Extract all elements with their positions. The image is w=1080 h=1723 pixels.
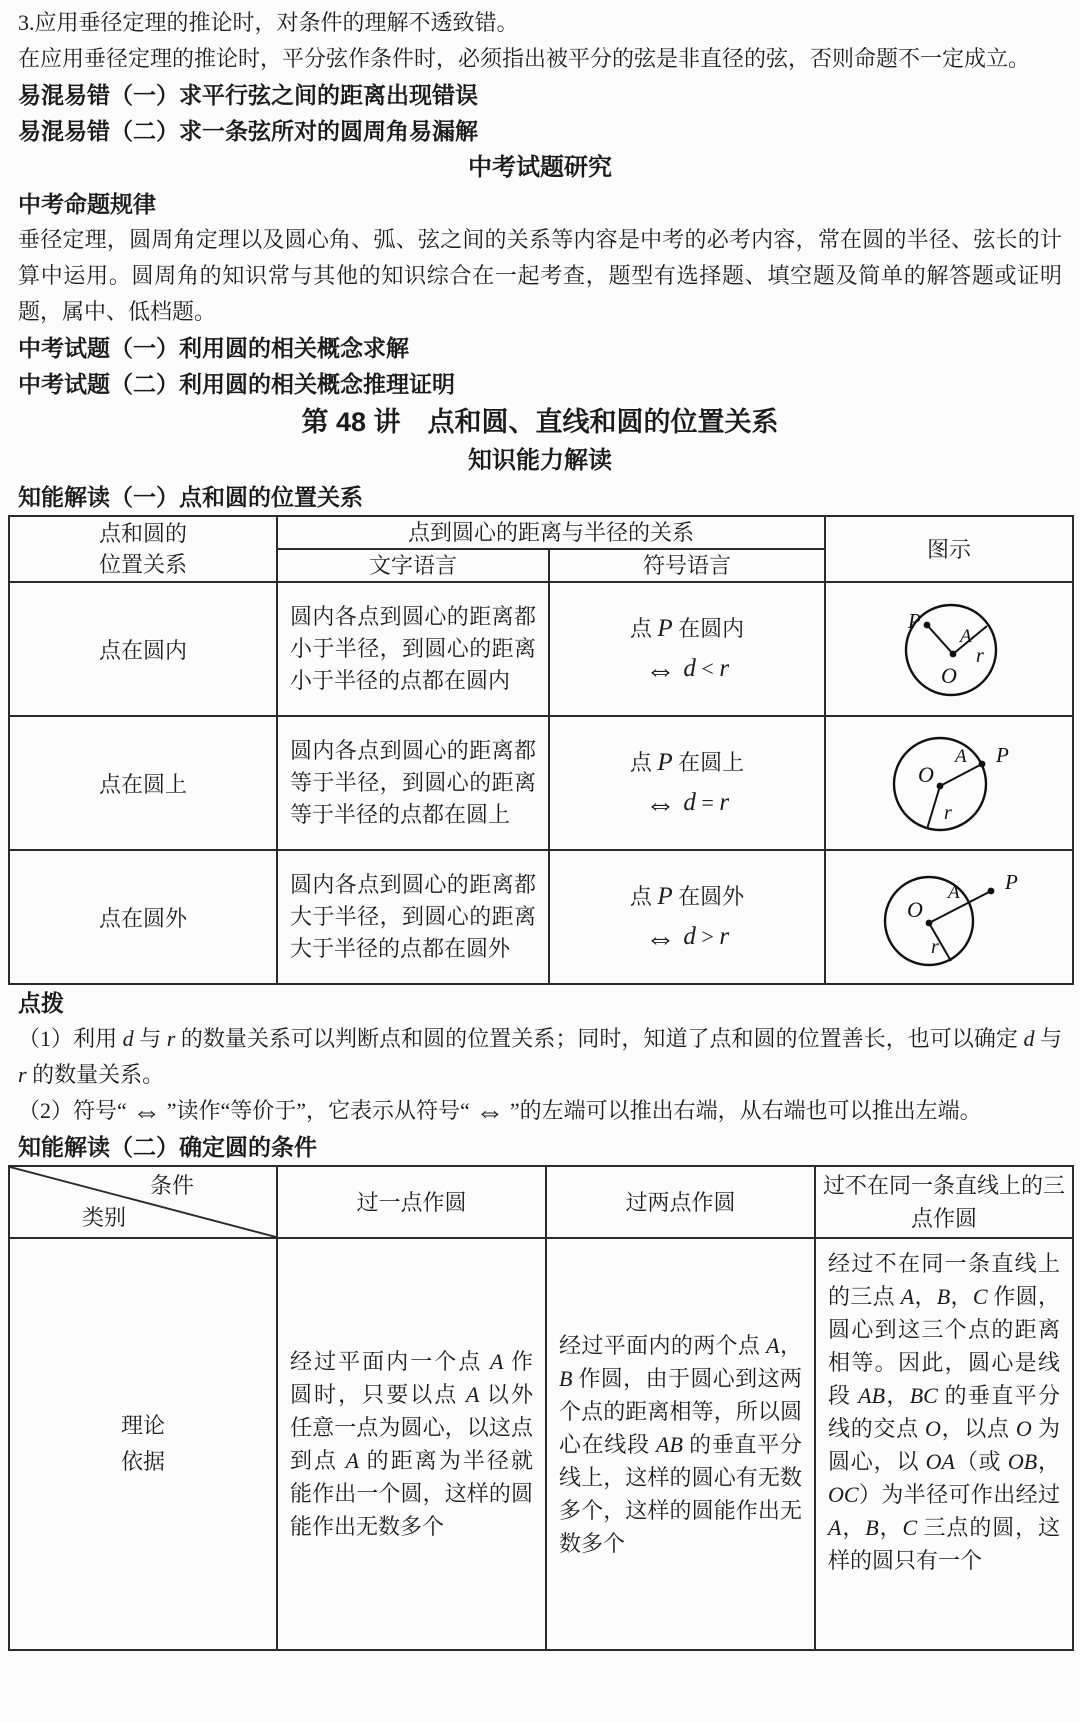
- label-P: P: [908, 609, 921, 633]
- label-r: r: [976, 645, 984, 667]
- text-segment: A: [465, 1382, 480, 1407]
- symbol-line: [551, 877, 823, 917]
- table1-header-position: [9, 516, 277, 582]
- circle-diagram-point-outside: [853, 853, 1045, 981]
- table2-header-two-points: 过两点作圆: [546, 1166, 815, 1238]
- text-segment: A: [900, 1284, 915, 1309]
- text-segment: B: [559, 1365, 573, 1391]
- table1-header-diagram: 图示: [825, 516, 1073, 582]
- theory-two-points-cell: [546, 1238, 815, 1650]
- corner-label-condition: 条件: [150, 1173, 195, 1198]
- text-segment: d: [122, 1026, 134, 1051]
- point-P-dot: [979, 761, 986, 768]
- paragraph-tip-2: [18, 1093, 1062, 1129]
- text-segment: AB: [656, 1431, 683, 1457]
- label-O: O: [918, 762, 934, 787]
- text-segment: 的垂直平分线上，这样的圆心有无数多个，这样的圆能作出无数多个: [559, 1431, 802, 1556]
- symbol-language-cell: [549, 716, 825, 850]
- text-segment: 点: [629, 884, 658, 909]
- symbol-line: [551, 609, 823, 649]
- text-segment: d: [683, 655, 696, 682]
- text-segment: 在圆内: [672, 616, 745, 641]
- table1-header-text-language: 文字语言: [277, 549, 549, 582]
- section-title-exam-research: 中考试题研究: [468, 154, 612, 181]
- text-segment: ⇔: [644, 920, 676, 955]
- text-segment: r: [719, 789, 730, 816]
- text-segment: ⇔: [475, 1096, 505, 1128]
- text-segment: d: [1023, 1026, 1035, 1051]
- label-r: r: [931, 936, 939, 958]
- text-segment: A: [345, 1448, 360, 1473]
- symbol-language-cell: [549, 850, 825, 984]
- text-segment: BC: [909, 1383, 938, 1408]
- symbol-line: [551, 917, 823, 957]
- label-P: P: [1005, 870, 1018, 894]
- text-segment: C: [902, 1515, 918, 1540]
- text-segment: r: [719, 923, 730, 950]
- heading-exam-rules: 中考命题规律: [18, 191, 156, 217]
- text-segment: 与: [133, 1026, 167, 1051]
- text-segment: 与: [1034, 1026, 1062, 1051]
- text-segment: B: [865, 1515, 879, 1540]
- text-segment: OA: [925, 1449, 955, 1474]
- text-segment: ⇔: [644, 786, 676, 821]
- determine-circle-table: [8, 1165, 1074, 1651]
- label-O: O: [907, 897, 923, 922]
- text-segment: ⇔: [132, 1096, 162, 1128]
- point-P-dot: [924, 622, 931, 629]
- heading-knowledge-1: 知能解读（一）点和圆的位置关系: [18, 484, 363, 510]
- segment-O-P: [940, 764, 982, 786]
- text-segment: ，: [841, 1515, 866, 1540]
- text-segment: 经过平面内的两个点: [559, 1332, 767, 1358]
- paragraph-note-3-detail: 在应用垂径定理的推论时，平分弦作条件时，必须指出被平分的弦是非直径的弦，否则命题不一定成立。: [18, 46, 1031, 71]
- text-segment: （2）符号“: [18, 1098, 133, 1123]
- text-segment: 作圆，由于圆心到这两个点的距离相等，所以圆心在线段: [559, 1365, 802, 1457]
- symbol-line: [551, 649, 823, 689]
- text-segment: O: [1015, 1416, 1032, 1441]
- table2-header-one-point: 过一点作圆: [277, 1166, 546, 1238]
- text-segment: （或: [954, 1449, 1008, 1474]
- text-segment: A: [489, 1349, 504, 1374]
- table1-header-distance-relation: 点到圆心的距离与半径的关系: [277, 516, 825, 549]
- symbol-line: [551, 783, 823, 823]
- theory-one-point-cell: [277, 1238, 546, 1650]
- table2-header-row: [9, 1166, 1073, 1238]
- label-O: O: [941, 663, 957, 688]
- text-segment: d: [683, 923, 696, 950]
- text-segment: OC: [828, 1482, 859, 1507]
- center-dot: [926, 920, 933, 927]
- text-segment: ”读作“等价于”，它表示从符号“: [161, 1098, 476, 1123]
- text-segment: ，: [914, 1284, 937, 1309]
- text-segment: 以外任意一点为圆心，以这点到点: [290, 1382, 533, 1473]
- diagonal-line: [10, 1167, 276, 1237]
- text-segment: ⇔: [644, 652, 676, 687]
- text-segment: 的距离为半径就能作出一个圆，这样的圆能作出无数多个: [290, 1448, 533, 1539]
- text-segment: ）为半径可作出经过: [858, 1482, 1060, 1507]
- heading-confusion-1: 易混易错（一）求平行弦之间的距离出现错误: [18, 82, 478, 108]
- text-segment: 的垂直平分线的交点: [828, 1383, 1060, 1441]
- radius-line: [927, 786, 940, 829]
- table1-header-row-1: [9, 516, 1073, 549]
- text-segment: ”的左端可以推出右端，从右端也可以推出左端。: [504, 1098, 982, 1123]
- text-segment: B: [936, 1284, 951, 1309]
- text-segment: 的数量关系。: [26, 1062, 165, 1087]
- heading-tips: 点拨: [18, 990, 64, 1016]
- label-A: A: [948, 882, 960, 903]
- label-A: A: [955, 746, 967, 767]
- paragraph-note-3: 3.应用垂径定理的推论时，对条件的理解不透致错。: [18, 10, 519, 35]
- label-r: r: [944, 802, 952, 824]
- table-row-point-outside: [9, 850, 1073, 984]
- text-segment: OB: [1007, 1449, 1038, 1474]
- text-segment: A: [828, 1515, 842, 1540]
- text-segment: （1）利用: [18, 1026, 123, 1051]
- text-language-cell: 圆内各点到圆心的距离都小于半径，到圆心的距离小于半径的点都在圆内: [277, 582, 549, 716]
- diagram-cell: [825, 850, 1073, 984]
- label-A: A: [960, 626, 972, 647]
- text-segment: r: [719, 655, 730, 682]
- row-label: 点在圆上: [9, 716, 277, 850]
- heading-knowledge-2: 知能解读（二）确定圆的条件: [18, 1134, 317, 1160]
- heading-confusion-2: 易混易错（二）求一条弦所对的圆周角易漏解: [18, 118, 478, 144]
- text-segment: P: [657, 615, 673, 642]
- text-segment: ，: [885, 1383, 910, 1408]
- text-segment: 作圆，圆心到这三个点的距离相等。因此，圆心是线段: [828, 1284, 1060, 1408]
- row-label-theory-basis: [9, 1238, 277, 1650]
- text-segment: r: [166, 1026, 176, 1051]
- text-segment: ，: [950, 1284, 973, 1309]
- lecture-title: 第 48 讲 点和圆、直线和圆的位置关系: [301, 407, 779, 437]
- text-segment: 作圆时，只要以点: [290, 1349, 533, 1407]
- circle-diagram-point-on: [856, 720, 1042, 846]
- segment-O-P: [929, 891, 991, 923]
- center-dot: [950, 651, 957, 658]
- table2-corner-cell: [9, 1166, 277, 1238]
- corner-label-category: 类别: [82, 1205, 127, 1230]
- heading-exam-question-2: 中考试题（二）利用圆的相关概念推理证明: [18, 371, 455, 397]
- text-segment: ，: [878, 1515, 903, 1540]
- center-dot: [937, 783, 944, 790]
- diagram-cell: [825, 582, 1073, 716]
- text-segment: 为圆心，以: [828, 1416, 1060, 1474]
- text-segment: 点: [629, 616, 658, 641]
- text-segment: AB: [858, 1383, 886, 1408]
- point-P-dot: [988, 888, 995, 895]
- theory-three-points-cell: [815, 1238, 1073, 1650]
- label-line: 理论: [120, 1413, 165, 1438]
- text-segment: >: [695, 924, 720, 949]
- text-segment: P: [657, 883, 673, 910]
- paragraph-exam-rules: 垂径定理，圆周角定理以及圆心角、弧、弦之间的关系等内容是中考的必考内容，常在圆的半径、弦长的计算中运用。圆周角的知识常与其他的知识综合在一起考查，题型有选择题、填空题及简单的解答题或证明题，属中、低档题。: [18, 227, 1062, 324]
- label-line: 依据: [120, 1449, 165, 1474]
- table-row-point-on: [9, 716, 1073, 850]
- text-segment: 的数量关系可以判断点和圆的位置关系；同时，知道了点和圆的位置善长，也可以确定: [175, 1026, 1024, 1051]
- row-label: 点在圆内: [9, 582, 277, 716]
- segment-O-P: [927, 625, 953, 654]
- text-segment: C: [972, 1284, 988, 1309]
- symbol-line: [551, 743, 823, 783]
- text-segment: <: [695, 656, 720, 681]
- circle-diagram-point-inside: [861, 586, 1037, 712]
- table-row-point-inside: [9, 582, 1073, 716]
- text-segment: 经过平面内一个点: [290, 1349, 490, 1374]
- text-segment: d: [683, 789, 696, 816]
- text-language-cell: 圆内各点到圆心的距离都等于半径，到圆心的距离等于半径的点都在圆上: [277, 716, 549, 850]
- table1-header-symbol-language: 符号语言: [549, 549, 825, 582]
- point-circle-position-table: [8, 515, 1074, 985]
- table2-theory-row: [9, 1238, 1073, 1650]
- section-title-knowledge: 知识能力解读: [468, 447, 612, 474]
- text-segment: ，: [1037, 1449, 1060, 1474]
- table2-header-three-points: 过不在同一条直线上的三点作圆: [815, 1166, 1073, 1238]
- text-segment: P: [657, 749, 673, 776]
- text-segment: 经过不在同一条直线上的三点: [828, 1251, 1060, 1309]
- diagram-cell: [825, 716, 1073, 850]
- symbol-language-cell: [549, 582, 825, 716]
- header-line: 点和圆的: [98, 521, 187, 546]
- text-segment: =: [695, 790, 720, 815]
- header-line: 位置关系: [98, 552, 187, 577]
- paragraph-tip-1: [18, 1021, 1062, 1093]
- text-segment: 在圆外: [672, 884, 745, 909]
- text-segment: ，以点: [940, 1416, 1016, 1441]
- row-label: 点在圆外: [9, 850, 277, 984]
- text-segment: ，: [779, 1332, 802, 1358]
- text-segment: 点: [629, 750, 658, 775]
- text-segment: O: [925, 1416, 941, 1441]
- text-segment: A: [766, 1332, 780, 1358]
- text-language-cell: 圆内各点到圆心的距离都大于半径，到圆心的距离大于半径的点都在圆外: [277, 850, 549, 984]
- heading-exam-question-1: 中考试题（一）利用圆的相关概念求解: [18, 335, 409, 361]
- label-P: P: [996, 743, 1009, 767]
- text-segment: 在圆上: [672, 750, 745, 775]
- text-segment: r: [18, 1062, 27, 1087]
- text-segment: 三点的圆，这样的圆只有一个: [828, 1515, 1060, 1573]
